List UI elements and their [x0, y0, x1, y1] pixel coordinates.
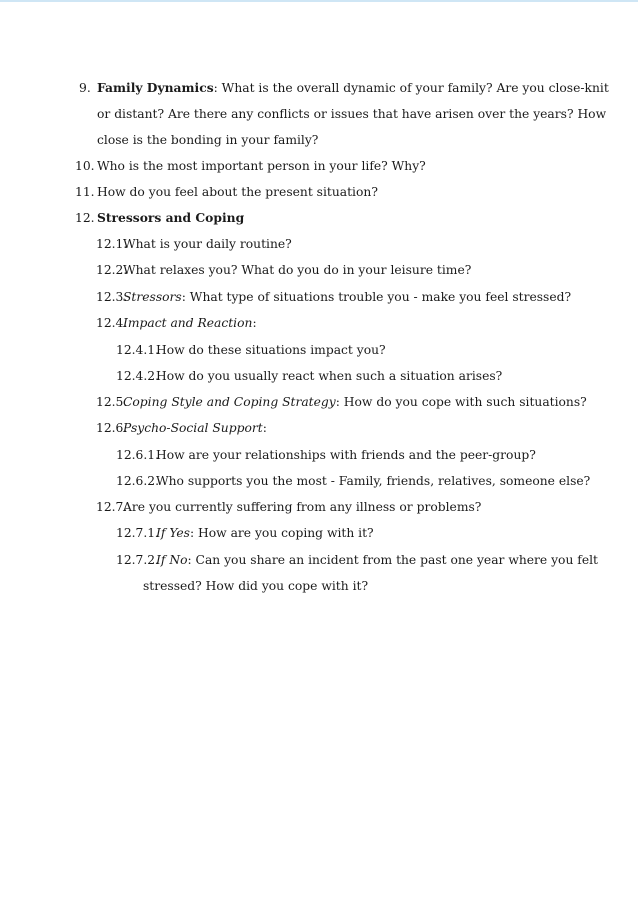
question-number: 11.	[75, 185, 95, 199]
subquestion-label: If No	[156, 553, 188, 567]
subquestion-label: Psycho-Social Support	[123, 421, 263, 435]
question-number: 9.	[79, 81, 91, 95]
question-heading: Stressors and Coping	[97, 210, 245, 225]
question-text-line-3: close is the bonding in your family?	[97, 133, 319, 147]
subquestion-number: 12.7.1.	[116, 526, 160, 540]
question-text-line-1	[97, 80, 609, 96]
question-heading: Family Dynamics	[97, 80, 214, 95]
question-text: : What is the overall dynamic of your family? Are you close-knit	[213, 81, 609, 95]
subquestion-label: If Yes	[156, 526, 190, 540]
question-text-line-2: or distant? Are there any conflicts or issues that have arisen over the years? How	[97, 107, 607, 121]
subquestion-rest: : What type of situations trouble you - make you feel stressed?	[181, 290, 572, 304]
subquestion-text: How do you usually react when such a situation arises?	[156, 369, 503, 383]
subquestion-number: 12.2.	[96, 263, 128, 277]
question-text: How do you feel about the present situation?	[97, 185, 378, 199]
subquestion-text-line-1	[156, 552, 598, 568]
subquestion-number: 12.4.	[96, 316, 128, 330]
subquestion-text: Who supports you the most - Family, friends, relatives, someone else?	[156, 474, 591, 488]
question-number: 10.	[75, 159, 95, 173]
subquestion-number: 12.6.2.	[116, 474, 160, 488]
subquestion-rest: :	[262, 421, 267, 435]
subquestion-text: What is your daily routine?	[123, 237, 292, 251]
subquestion-text	[123, 394, 587, 410]
subquestion-rest: : How do you cope with such situations?	[335, 395, 587, 409]
subquestion-number: 12.6.	[96, 421, 128, 435]
question-number: 12.	[75, 211, 95, 225]
question-text: Who is the most important person in your life? Why?	[97, 159, 426, 173]
subquestion-label: Stressors	[123, 290, 182, 304]
subquestion-text	[123, 289, 571, 305]
subquestion-text	[123, 420, 267, 436]
subquestion-rest: : How are you coping with it?	[189, 526, 374, 540]
subquestion-rest: : Can you share an incident from the past one year where you felt	[187, 553, 598, 567]
subquestion-number: 12.1.	[96, 237, 128, 251]
subquestion-number: 12.4.1.	[116, 343, 160, 357]
subquestion-label: Impact and Reaction	[123, 316, 253, 330]
subquestion-number: 12.5.	[96, 395, 128, 409]
subquestion-label: Coping Style and Coping Strategy	[123, 395, 336, 409]
subquestion-text: How do these situations impact you?	[156, 343, 386, 357]
subquestion-number: 12.6.1.	[116, 448, 160, 462]
subquestion-text: How are your relationships with friends and the peer-group?	[156, 448, 536, 462]
subquestion-text	[123, 315, 257, 331]
subquestion-text: What relaxes you? What do you do in your leisure time?	[123, 263, 472, 277]
subquestion-rest: :	[252, 316, 257, 330]
subquestion-number: 12.7.	[96, 500, 128, 514]
subquestion-number: 12.3.	[96, 290, 128, 304]
subquestion-number: 12.7.2.	[116, 553, 160, 567]
subquestion-text	[156, 525, 374, 541]
subquestion-text-line-2: stressed? How did you cope with it?	[143, 579, 369, 593]
subquestion-number: 12.4.2.	[116, 369, 160, 383]
subquestion-text: Are you currently suffering from any illness or problems?	[123, 500, 482, 514]
